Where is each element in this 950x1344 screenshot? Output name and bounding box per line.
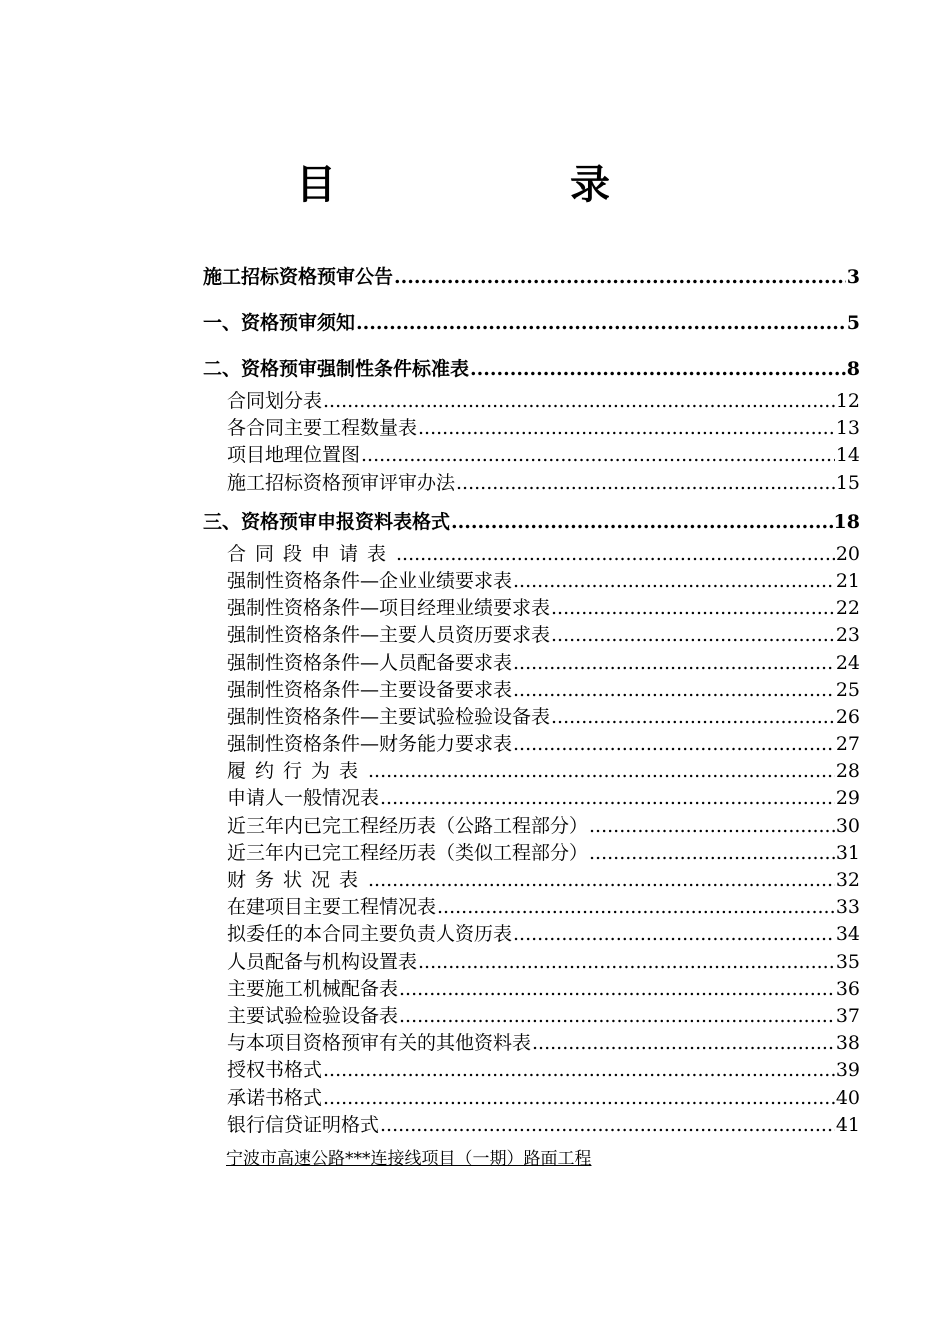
toc-item-entry[interactable] — [203, 731, 860, 758]
toc-leader-dots — [532, 1030, 835, 1057]
toc-item-label: 申请人一般情况表 — [227, 787, 380, 810]
toc-item-label: 合同段申请表 — [227, 542, 396, 565]
page-title: 目 录 — [296, 162, 720, 208]
toc-item-entry[interactable] — [203, 415, 860, 442]
toc-item-label: 合同划分表 — [227, 390, 323, 412]
toc-page-number: 5 — [846, 312, 860, 334]
toc-item-label: 与本项目资格预审有关的其他资料表 — [227, 1032, 532, 1055]
toc-leader-dots — [513, 731, 835, 758]
table-of-contents — [203, 262, 860, 1149]
toc-section-entry[interactable] — [203, 308, 860, 354]
toc-leader-dots — [361, 442, 835, 469]
toc-leader-dots — [396, 541, 835, 568]
toc-item-label: 授权书格式 — [227, 1059, 323, 1082]
toc-page-number: 31 — [835, 841, 860, 864]
toc-page-number: 33 — [835, 896, 860, 919]
toc-item-entry[interactable] — [203, 541, 860, 568]
toc-page-number: 40 — [835, 1086, 860, 1109]
toc-leader-dots — [356, 308, 846, 338]
toc-item-entry[interactable] — [203, 758, 860, 785]
toc-item-label: 在建项目主要工程情况表 — [227, 896, 437, 919]
toc-item-entry[interactable] — [203, 813, 860, 840]
toc-leader-dots — [551, 622, 835, 649]
toc-page-number: 41 — [835, 1113, 860, 1136]
toc-item-label: 人员配备与机构设置表 — [227, 950, 418, 973]
toc-item-label: 强制性资格条件—财务能力要求表 — [227, 733, 513, 756]
toc-page-number: 24 — [835, 651, 860, 674]
toc-item-entry[interactable] — [203, 1030, 860, 1057]
toc-leader-dots — [368, 867, 835, 894]
toc-section-entry[interactable] — [203, 262, 860, 308]
toc-leader-dots — [589, 840, 835, 867]
toc-leader-dots — [394, 262, 846, 292]
toc-page-number: 14 — [835, 444, 860, 467]
toc-page-number: 3 — [846, 266, 860, 288]
toc-leader-dots — [323, 1085, 835, 1112]
toc-page-number: 35 — [835, 950, 860, 973]
toc-leader-dots — [513, 568, 835, 595]
toc-page-number: 37 — [835, 1004, 860, 1027]
toc-item-entry[interactable] — [203, 840, 860, 867]
toc-item-entry[interactable] — [203, 867, 860, 894]
toc-item-entry[interactable] — [203, 677, 860, 704]
toc-item-entry[interactable] — [203, 1003, 860, 1030]
toc-item-label: 近三年内已完工程经历表（类似工程部分） — [227, 841, 589, 864]
toc-item-entry[interactable] — [203, 470, 860, 497]
toc-leader-dots — [456, 470, 835, 497]
toc-item-label: 拟委任的本合同主要负责人资历表 — [227, 923, 513, 946]
toc-item-entry[interactable] — [203, 388, 860, 415]
toc-item-entry[interactable] — [203, 704, 860, 731]
toc-item-label: 承诺书格式 — [227, 1086, 323, 1109]
toc-section-label: 二、资格预审强制性条件标准表 — [203, 358, 470, 380]
toc-item-label: 强制性资格条件—主要人员资历要求表 — [227, 624, 551, 647]
toc-leader-dots — [323, 388, 835, 415]
toc-page-number: 32 — [835, 869, 860, 891]
toc-leader-dots — [513, 677, 835, 704]
toc-page-number: 39 — [835, 1059, 860, 1082]
toc-leader-dots — [551, 704, 835, 731]
toc-page-number: 22 — [835, 597, 860, 620]
toc-leader-dots — [380, 785, 835, 812]
toc-leader-dots — [513, 921, 835, 948]
toc-leader-dots — [323, 1057, 835, 1084]
toc-page-number: 30 — [835, 814, 860, 837]
toc-page-number: 28 — [835, 760, 860, 783]
toc-leader-dots — [470, 354, 846, 384]
toc-item-label: 财务状况表 — [227, 869, 368, 891]
toc-leader-dots — [551, 595, 835, 622]
toc-item-label: 强制性资格条件—企业业绩要求表 — [227, 569, 513, 592]
toc-page-number: 27 — [835, 733, 860, 756]
toc-item-entry[interactable] — [203, 976, 860, 1003]
toc-page-number: 25 — [835, 678, 860, 701]
toc-page-number: 21 — [835, 569, 860, 592]
toc-subsection-list — [203, 541, 860, 1139]
toc-section-label: 一、资格预审须知 — [203, 312, 356, 334]
toc-item-label: 强制性资格条件—人员配备要求表 — [227, 651, 513, 674]
toc-item-entry[interactable] — [203, 622, 860, 649]
toc-page-number: 23 — [835, 624, 860, 647]
toc-item-label: 施工招标资格预审评审办法 — [227, 471, 456, 494]
toc-leader-dots — [451, 507, 833, 537]
toc-page-number: 13 — [835, 417, 860, 440]
toc-page-number: 8 — [846, 358, 860, 380]
toc-item-entry[interactable] — [203, 650, 860, 677]
toc-item-label: 近三年内已完工程经历表（公路工程部分） — [227, 814, 589, 837]
toc-page-number: 34 — [835, 923, 860, 946]
toc-item-entry[interactable] — [203, 568, 860, 595]
toc-leader-dots — [399, 976, 835, 1003]
toc-leader-dots — [418, 949, 835, 976]
toc-leader-dots — [437, 894, 835, 921]
toc-leader-dots — [589, 813, 835, 840]
toc-item-entry[interactable] — [203, 949, 860, 976]
toc-page-number: 26 — [835, 705, 860, 728]
toc-page-number: 20 — [835, 542, 860, 565]
toc-item-entry[interactable] — [203, 442, 860, 469]
toc-item-label: 强制性资格条件—主要试验检验设备表 — [227, 705, 551, 728]
toc-item-entry[interactable] — [203, 785, 860, 812]
toc-item-label: 项目地理位置图 — [227, 444, 361, 467]
toc-item-entry[interactable] — [203, 921, 860, 948]
toc-leader-dots — [380, 1112, 835, 1139]
toc-section-label: 施工招标资格预审公告 — [203, 266, 394, 288]
toc-item-entry[interactable] — [203, 1112, 860, 1139]
toc-item-entry[interactable] — [203, 1057, 860, 1084]
toc-page-number: 36 — [835, 977, 860, 1000]
toc-section-label: 三、资格预审申报资料表格式 — [203, 510, 451, 533]
toc-item-entry[interactable] — [203, 894, 860, 921]
toc-subsection-list — [203, 388, 860, 497]
toc-item-entry[interactable] — [203, 1085, 860, 1112]
toc-page-number: 18 — [833, 510, 860, 533]
toc-leader-dots — [399, 1003, 835, 1030]
toc-page-number: 12 — [835, 390, 860, 412]
toc-page-number: 38 — [835, 1032, 860, 1055]
toc-item-label: 各合同主要工程数量表 — [227, 417, 418, 440]
toc-item-label: 主要施工机械配备表 — [227, 977, 399, 1000]
toc-item-label: 强制性资格条件—项目经理业绩要求表 — [227, 597, 551, 620]
toc-page-number: 29 — [835, 787, 860, 810]
toc-leader-dots — [513, 650, 835, 677]
toc-item-label: 银行信贷证明格式 — [227, 1113, 380, 1136]
toc-leader-dots — [418, 415, 835, 442]
toc-page-number: 15 — [835, 471, 860, 494]
toc-item-label: 强制性资格条件—主要设备要求表 — [227, 678, 513, 701]
toc-item-entry[interactable] — [203, 595, 860, 622]
toc-leader-dots — [368, 758, 835, 785]
footer-project-name: 宁波市高速公路***连接线项目（一期）路面工程 — [226, 1149, 592, 1169]
toc-item-label: 主要试验检验设备表 — [227, 1004, 399, 1027]
toc-item-label: 履约行为表 — [227, 760, 368, 783]
